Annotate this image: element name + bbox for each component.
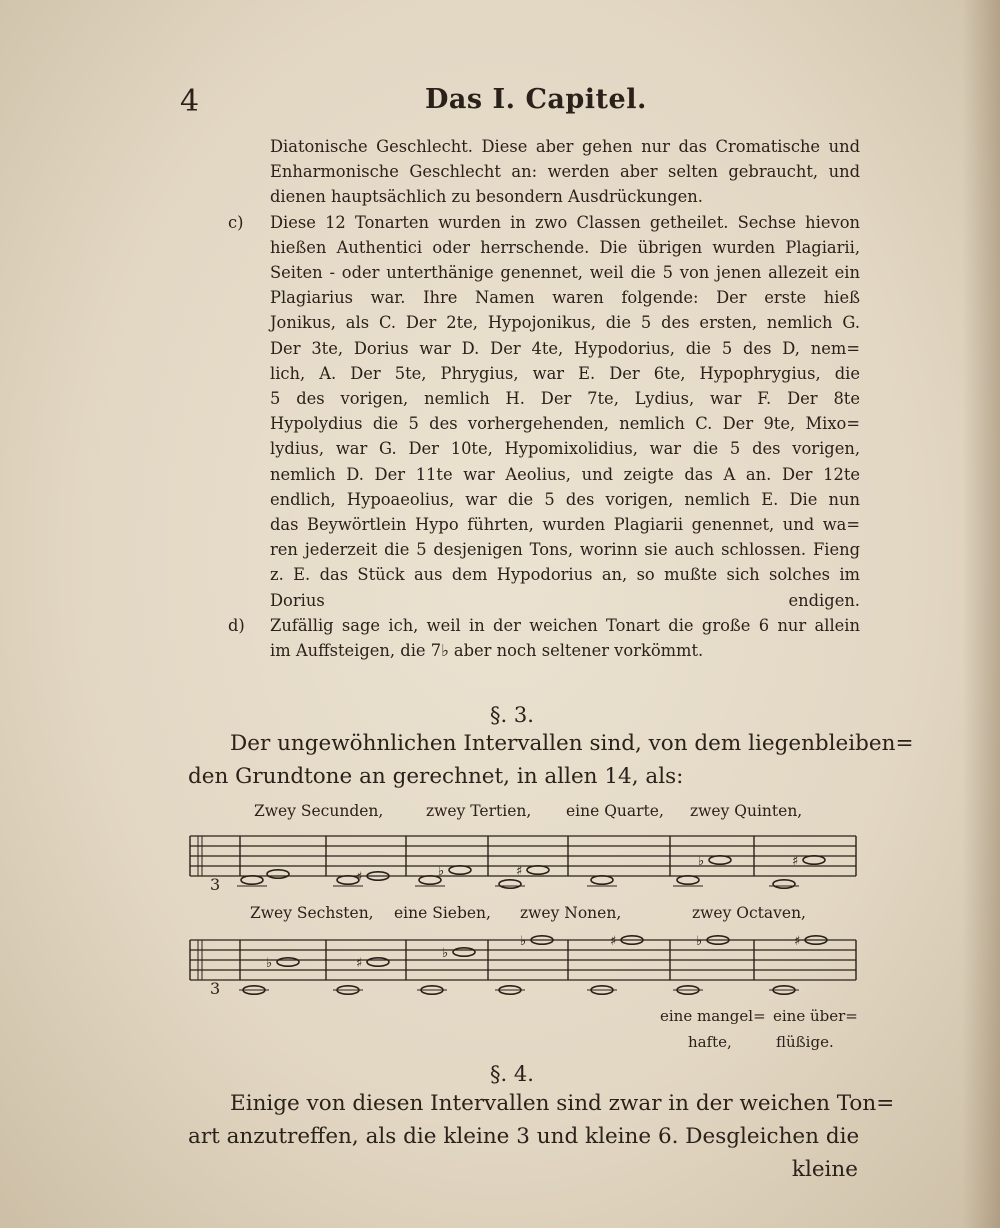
note-letter: c) [228, 212, 244, 232]
note-line: Der 3te, Dorius war D. Der 4te, Hypodorius, die 5 des D, nem= [270, 338, 860, 358]
flat-sign: ♭ [438, 864, 445, 879]
section-heading-3: §. 3. [490, 703, 534, 727]
note-line: dienen hauptsächlich zu besondern Ausdrückungen. [270, 187, 703, 207]
whole-note [709, 856, 731, 864]
whole-note [527, 866, 549, 874]
note-letter: d) [228, 615, 245, 635]
note-line: Plagiarius war. Ihre Namen waren folgende: Der erste hieß [270, 288, 860, 308]
flat-sign: ♭ [698, 854, 705, 869]
note-line: Diatonische Geschlecht. Diese aber gehen nur das Cromatische und [270, 137, 860, 156]
note-line: Dorius endigen. [270, 590, 860, 610]
section-3-text [188, 727, 914, 793]
music-caption: zwey Octaven, [692, 904, 806, 922]
time-signature: 3 [210, 875, 221, 892]
body-line: art anzutreffen, als die kleine 3 und kleine 6. Desgleichen die [188, 1124, 860, 1149]
flat-sign: ♭ [520, 934, 527, 949]
sharp-sign: ♯ [610, 934, 617, 949]
caption-eine-mangel: eine mangel= [660, 1007, 766, 1025]
note-b-continuation [228, 134, 860, 210]
whole-note [773, 880, 795, 888]
note-line: endlich, Hypoaeolius, war die 5 des vorigen, nemlich E. Die nun [270, 489, 860, 509]
music-captions-row-2 [188, 904, 868, 928]
note-line: z. E. das Stück aus dem Hypodorius an, so mußte sich solches im [270, 565, 860, 585]
sharp-sign: ♯ [356, 956, 363, 971]
note-line: 5 des vorigen, nemlich H. Der 7te, Lydius, war F. Der 8te [270, 389, 860, 409]
note-line: Diese 12 Tonarten wurden in zwo Classen getheilet. Sechse hievon [270, 212, 860, 232]
whole-note [267, 870, 289, 878]
music-caption: zwey Nonen, [520, 904, 622, 922]
note-line: Enharmonische Geschlecht an: werden aber selten gebraucht, und [270, 162, 860, 182]
note-line: ren jederzeit die 5 desjenigen Tons, worinn sie auch schlossen. Fieng [270, 540, 860, 560]
whole-note [367, 958, 389, 966]
whole-note [677, 876, 699, 884]
section-heading-4: §. 4. [490, 1062, 534, 1086]
music-caption: eine Quarte, [566, 802, 664, 820]
catchword: kleine [791, 1157, 858, 1182]
whole-note [499, 880, 521, 888]
page-number: 4 [180, 84, 200, 119]
caption-flussige: flüßige. [776, 1033, 834, 1051]
running-head: Das I. Capitel. [425, 84, 647, 115]
whole-note [453, 948, 475, 956]
page-header [180, 84, 860, 124]
note-line: nemlich D. Der 11te war Aeolius, und zeigte das A an. Der 12te [270, 464, 860, 484]
page-spine-shadow [962, 0, 1000, 1228]
flat-sign: ♭ [696, 934, 703, 949]
note-line: lich, A. Der 5te, Phrygius, war E. Der 6te, Hypophrygius, die [270, 363, 860, 383]
whole-note [277, 958, 299, 966]
music-caption: Zwey Sechsten, [250, 904, 374, 922]
note-line: hießen Authentici oder herrschende. Die übrigen wurden Plagiarii, [270, 237, 860, 257]
music-caption: zwey Tertien, [426, 802, 532, 820]
caption-hafte: hafte, [688, 1033, 732, 1051]
note-line: Hypolydius die 5 des vorhergehenden, nemlich C. Der 9te, Mixo= [270, 414, 860, 434]
time-signature: 3 [210, 979, 221, 996]
sharp-sign: ♯ [792, 854, 799, 869]
flat-sign: ♭ [266, 956, 273, 971]
flat-sign: ♭ [442, 946, 449, 961]
whole-note [241, 876, 263, 884]
body-line: Der ungewöhnlichen Intervallen sind, von dem liegenbleiben= [230, 731, 914, 756]
sharp-sign: ♯ [516, 864, 523, 879]
note-line: Zufällig sage ich, weil in der weichen Tonart die große 6 nur allein [270, 615, 860, 635]
body-line: den Grundtone an gerechnet, in allen 14, als: [188, 764, 684, 789]
note-line: im Auffsteigen, die 7♭ aber noch seltener vorkömmt. [270, 641, 704, 661]
note-line: lydius, war G. Der 10te, Hypomixolidius, war die 5 des vorigen, [270, 439, 860, 459]
note-d [228, 613, 860, 663]
note-c [228, 210, 860, 613]
note-line: Seiten - oder unterthänige genennet, weil die 5 von jenen allezeit ein [270, 263, 860, 283]
music-captions-row-1 [188, 802, 868, 826]
notes-block [228, 134, 860, 663]
music-caption: zwey Quinten, [690, 802, 803, 820]
music-caption: eine Sieben, [394, 904, 491, 922]
whole-note [803, 856, 825, 864]
whole-note [449, 866, 471, 874]
note-line: Jonikus, als C. Der 2te, Hypojonikus, die 5 des ersten, nemlich G. [270, 313, 860, 333]
sharp-sign: ♯ [356, 870, 363, 885]
caption-eine-ueber: eine über= [773, 1007, 858, 1025]
sharp-sign: ♯ [794, 934, 801, 949]
whole-note [591, 876, 613, 884]
note-line: das Beywörtlein Hypo führten, wurden Plagiarii genennet, und wa= [270, 515, 860, 535]
music-staff-2 [188, 934, 860, 996]
body-line: Einige von diesen Intervallen sind zwar in der weichen Ton= [230, 1091, 895, 1116]
music-staff-1 [188, 830, 860, 892]
section-4-text [188, 1087, 895, 1186]
music-caption: Zwey Secunden, [254, 802, 384, 820]
